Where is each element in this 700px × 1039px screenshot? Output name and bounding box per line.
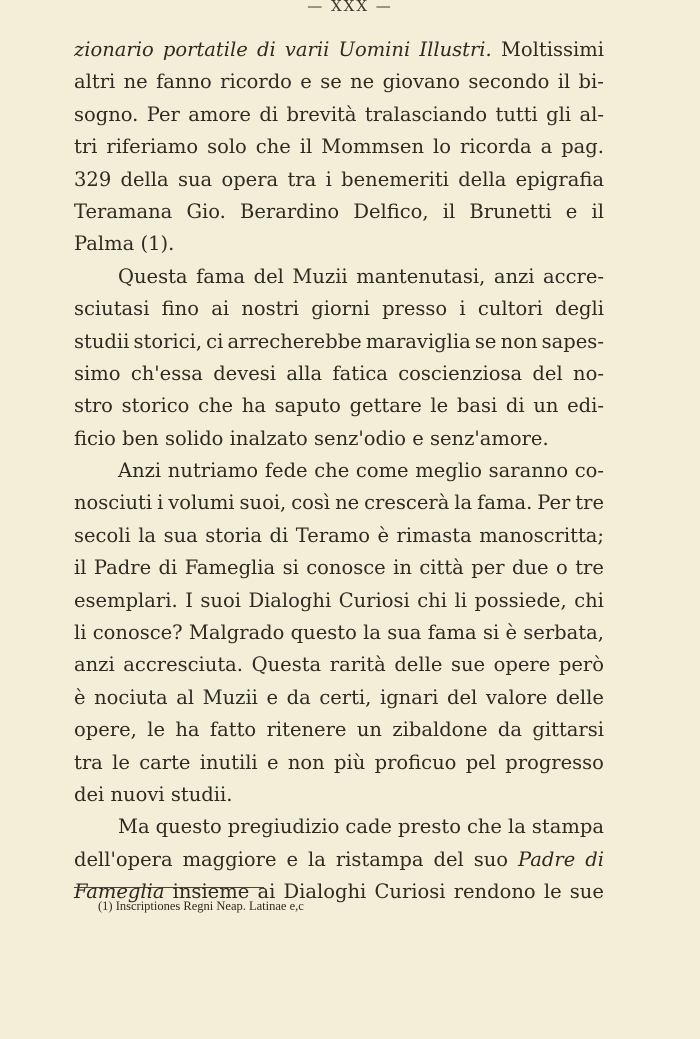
word: dell'opera: [74, 847, 173, 871]
word: dei: [74, 782, 105, 806]
word: solido: [164, 426, 224, 450]
word: chi: [574, 588, 604, 612]
text-line: [74, 779, 604, 811]
word: devesi: [213, 361, 277, 385]
word: portatile: [162, 38, 248, 61]
page-header: — XXX —: [307, 0, 393, 15]
word: ristampa: [335, 847, 424, 871]
word: come: [355, 459, 409, 483]
word: fama.: [477, 491, 533, 515]
word: tri: [74, 135, 98, 159]
word: ficio: [74, 426, 116, 450]
word: fanno: [156, 70, 212, 94]
word: Fameglia: [184, 556, 276, 580]
word: zionario: [74, 38, 154, 61]
word: non: [500, 329, 538, 353]
word: lo: [433, 135, 451, 159]
word: tre: [575, 491, 604, 515]
word: della: [120, 167, 169, 191]
word: anzi: [493, 264, 535, 288]
word: ci: [206, 329, 224, 353]
word: i: [459, 297, 466, 321]
word: li: [74, 621, 87, 645]
word: arrecherebbe: [227, 329, 362, 353]
word: del: [532, 361, 563, 385]
text-line: [74, 66, 604, 98]
word: suo: [473, 847, 509, 871]
word: maraviglia: [365, 329, 471, 353]
word: Fameglia: [74, 880, 165, 904]
word: Anzi: [118, 459, 162, 483]
word: varii: [284, 38, 330, 61]
word: che: [255, 135, 291, 159]
word: accresciuta.: [123, 653, 244, 677]
word: Per: [537, 491, 571, 515]
word: serbata,: [523, 621, 604, 645]
word: co-: [574, 459, 604, 483]
word: e: [266, 685, 279, 709]
word: 329: [74, 167, 112, 191]
word: fino: [161, 297, 199, 321]
word: Delfico,: [353, 199, 429, 223]
word: Dialoghi: [283, 880, 367, 904]
word: Questa: [251, 653, 322, 677]
word: tralasciando: [364, 102, 488, 126]
word: saputo: [274, 394, 341, 418]
word: la: [508, 815, 526, 839]
word: meglio: [415, 459, 482, 483]
word: gittarsi: [532, 718, 604, 742]
word: il: [557, 70, 571, 94]
word: alla: [286, 361, 323, 385]
word: storia: [205, 523, 263, 547]
word: ha: [175, 718, 200, 742]
word: solo: [207, 135, 247, 159]
word: presso: [382, 297, 448, 321]
word: tra: [74, 750, 103, 774]
text-line: [74, 747, 604, 779]
text-line: [74, 552, 604, 584]
word: rarità: [329, 653, 386, 677]
word: Muzii: [202, 685, 258, 709]
word: di: [158, 556, 178, 580]
word: e: [412, 426, 424, 450]
word: possiede,: [474, 588, 567, 612]
word: Teramana: [74, 199, 173, 223]
word: il: [591, 199, 604, 223]
word: I: [185, 588, 193, 612]
word: zibaldone: [392, 718, 488, 742]
word: del: [447, 685, 478, 709]
word: ben: [122, 426, 159, 450]
word: storici,: [133, 329, 203, 353]
word: riferiamo: [106, 135, 199, 159]
text-line: [74, 261, 604, 293]
word: Palma: [74, 232, 135, 256]
word: secoli: [74, 523, 131, 547]
word: le: [543, 880, 562, 904]
word: tra: [287, 167, 317, 191]
body-text: [74, 34, 604, 909]
word: tre: [575, 556, 604, 580]
word: maggiore: [182, 847, 277, 871]
word: Illustri.: [419, 38, 492, 61]
word: (1).: [140, 232, 175, 256]
text-line: [74, 714, 604, 746]
word: tutti: [495, 102, 538, 126]
word: è: [74, 685, 86, 709]
word: amore: [188, 102, 251, 126]
word: della: [458, 167, 507, 191]
word: sapes-: [541, 329, 604, 353]
footnote-rule: [74, 887, 264, 888]
word: fatto: [209, 718, 257, 742]
word: secondo: [468, 70, 550, 94]
word: studii: [74, 329, 130, 353]
word: insieme: [172, 880, 250, 904]
word: sua: [387, 621, 422, 645]
text-line: [74, 844, 604, 876]
word: rimasta: [396, 523, 472, 547]
word: Dialoghi: [248, 588, 332, 612]
word: sue: [450, 653, 486, 677]
word: inutili: [199, 750, 258, 774]
word: il: [74, 556, 87, 580]
word: presto: [398, 815, 461, 839]
word: valore: [485, 685, 548, 709]
word: senz'odio: [314, 426, 406, 450]
text-line: [74, 34, 604, 66]
word: studii.: [170, 782, 233, 806]
word: nosciuti: [74, 491, 153, 515]
word: nutriamo: [167, 459, 259, 483]
word: i: [325, 167, 332, 191]
word: fama: [427, 621, 477, 645]
word: di: [585, 847, 604, 871]
word: sua: [177, 167, 213, 191]
word: altri: [74, 70, 116, 94]
word: Malgrado: [188, 621, 285, 645]
word: cultori: [477, 297, 543, 321]
word: la: [308, 847, 326, 871]
word: per: [471, 556, 505, 580]
word: Brunetti: [469, 199, 552, 223]
word: giorni: [311, 297, 370, 321]
word: suoi,: [239, 491, 287, 515]
text-line: [74, 455, 604, 487]
word: di: [505, 394, 525, 418]
word: anzi: [74, 653, 115, 677]
word: le: [430, 394, 449, 418]
word: questo: [290, 621, 357, 645]
word: la: [454, 491, 473, 515]
word: fatica: [332, 361, 388, 385]
word: ricorda: [459, 135, 532, 159]
word: le: [112, 750, 130, 774]
word: edi-: [567, 394, 604, 418]
word: di: [269, 523, 289, 547]
word: brevità: [286, 102, 357, 126]
word: simo: [74, 361, 121, 385]
word: inalzato: [229, 426, 308, 450]
word: se: [320, 70, 342, 94]
word: ne: [335, 491, 360, 515]
text-line: [74, 423, 604, 455]
word: pregiudizio: [227, 815, 340, 839]
text-line: [74, 520, 604, 552]
word: sue: [569, 880, 604, 904]
word: conosce?: [92, 621, 183, 645]
word: del: [433, 847, 464, 871]
word: e: [565, 199, 578, 223]
word: Questa: [118, 264, 188, 288]
word: Padre: [518, 847, 576, 871]
word: no-: [573, 361, 604, 385]
word: Berardino: [240, 199, 340, 223]
word: Uomini: [338, 38, 411, 61]
word: li: [454, 588, 467, 612]
word: ignari: [379, 685, 439, 709]
word: Gio.: [186, 199, 226, 223]
word: questo: [155, 815, 222, 839]
word: ha: [241, 394, 266, 418]
word: crescerà: [364, 491, 450, 515]
word: sogno.: [74, 102, 139, 126]
word: ricordo: [220, 70, 292, 94]
word: città: [419, 556, 464, 580]
word: fede: [264, 459, 308, 483]
word: carte: [139, 750, 191, 774]
word: delle: [555, 685, 604, 709]
word: così: [291, 491, 331, 515]
word: delle: [394, 653, 443, 677]
word: senz'amore.: [430, 426, 549, 450]
word: si: [482, 621, 500, 645]
word: però: [558, 653, 604, 677]
word: volumi: [168, 491, 235, 515]
word: un: [356, 718, 382, 742]
word: di: [256, 38, 276, 61]
word: basi: [456, 394, 498, 418]
word: che: [466, 815, 502, 839]
word: certi,: [319, 685, 372, 709]
word: è: [377, 523, 390, 547]
word: le: [147, 718, 165, 742]
word: nuovi: [110, 782, 165, 806]
word: opere,: [74, 718, 137, 742]
word: bi-: [578, 70, 604, 94]
word: Ma: [118, 815, 150, 839]
word: rendono: [453, 880, 536, 904]
word: ch'essa: [130, 361, 203, 385]
word: opera: [221, 167, 279, 191]
word: a: [540, 135, 553, 159]
text-line: [74, 131, 604, 163]
word: da: [497, 718, 523, 742]
word: pel: [465, 750, 496, 774]
word: conosce: [306, 556, 386, 580]
text-line: [74, 358, 604, 390]
word: fama: [196, 264, 246, 288]
word: Muzii: [292, 264, 348, 288]
word: la: [138, 523, 157, 547]
text-line: [74, 228, 604, 260]
word: Curiosi: [338, 588, 410, 612]
text-line: [74, 196, 604, 228]
word: suoi: [200, 588, 241, 612]
word: il: [299, 135, 313, 159]
word: la: [363, 621, 381, 645]
word: mantenutasi,: [356, 264, 486, 288]
word: non: [287, 750, 325, 774]
word: nostri: [241, 297, 300, 321]
word: in: [393, 556, 412, 580]
text-line: [74, 164, 604, 196]
word: coscienziosa: [398, 361, 523, 385]
word: Teramo: [295, 523, 370, 547]
word: sua: [163, 523, 198, 547]
word: più: [334, 750, 366, 774]
word: pag.: [561, 135, 604, 159]
word: Curiosi: [374, 880, 446, 904]
text-line: [74, 682, 604, 714]
word: se: [474, 329, 497, 353]
word: del: [253, 264, 284, 288]
word: ne: [350, 70, 375, 94]
word: manoscritta;: [479, 523, 604, 547]
word: al-: [579, 102, 604, 126]
word: chi: [417, 588, 447, 612]
footnote: (1) Inscriptiones Regni Neap. Latinae e,c: [98, 899, 304, 913]
word: un: [533, 394, 559, 418]
text-line: [74, 293, 604, 325]
word: da: [286, 685, 311, 709]
word: nociuta: [94, 685, 168, 709]
text-line: [74, 326, 604, 358]
word: giovano: [382, 70, 460, 94]
word: stampa: [531, 815, 604, 839]
word: e: [300, 70, 312, 94]
word: i: [157, 491, 164, 515]
word: benemeriti: [341, 167, 449, 191]
text-line: [74, 585, 604, 617]
word: e: [266, 750, 279, 774]
word: ritenere: [266, 718, 347, 742]
word: due: [512, 556, 549, 580]
word: Padre: [93, 556, 152, 580]
text-line: [74, 487, 604, 519]
word: opere: [493, 653, 551, 677]
word: epigrafia: [515, 167, 604, 191]
word: o: [556, 556, 568, 580]
text-line: [74, 811, 604, 843]
word: e: [286, 847, 299, 871]
word: gli: [546, 102, 572, 126]
word: storico: [121, 394, 190, 418]
word: saranno: [488, 459, 569, 483]
text-line: [74, 649, 604, 681]
word: si: [282, 556, 299, 580]
text-line: [74, 390, 604, 422]
word: cade: [345, 815, 392, 839]
word: ne: [123, 70, 148, 94]
text-line: [74, 99, 604, 131]
word: sciutasi: [74, 297, 150, 321]
word: il: [442, 199, 456, 223]
word: accre-: [543, 264, 604, 288]
word: gettare: [349, 394, 422, 418]
word: ai: [211, 297, 230, 321]
word: ai: [257, 880, 276, 904]
word: che: [314, 459, 350, 483]
word: al: [176, 685, 195, 709]
text-line: [74, 617, 604, 649]
word: che: [198, 394, 234, 418]
word: esemplari.: [74, 588, 178, 612]
word: progresso: [505, 750, 604, 774]
word: di: [259, 102, 279, 126]
word: Moltissimi: [500, 38, 604, 61]
word: Per: [146, 102, 180, 126]
word: è: [505, 621, 517, 645]
word: proficuo: [374, 750, 457, 774]
word: degli: [555, 297, 604, 321]
word: stro: [74, 394, 113, 418]
word: Mommsen: [321, 135, 425, 159]
